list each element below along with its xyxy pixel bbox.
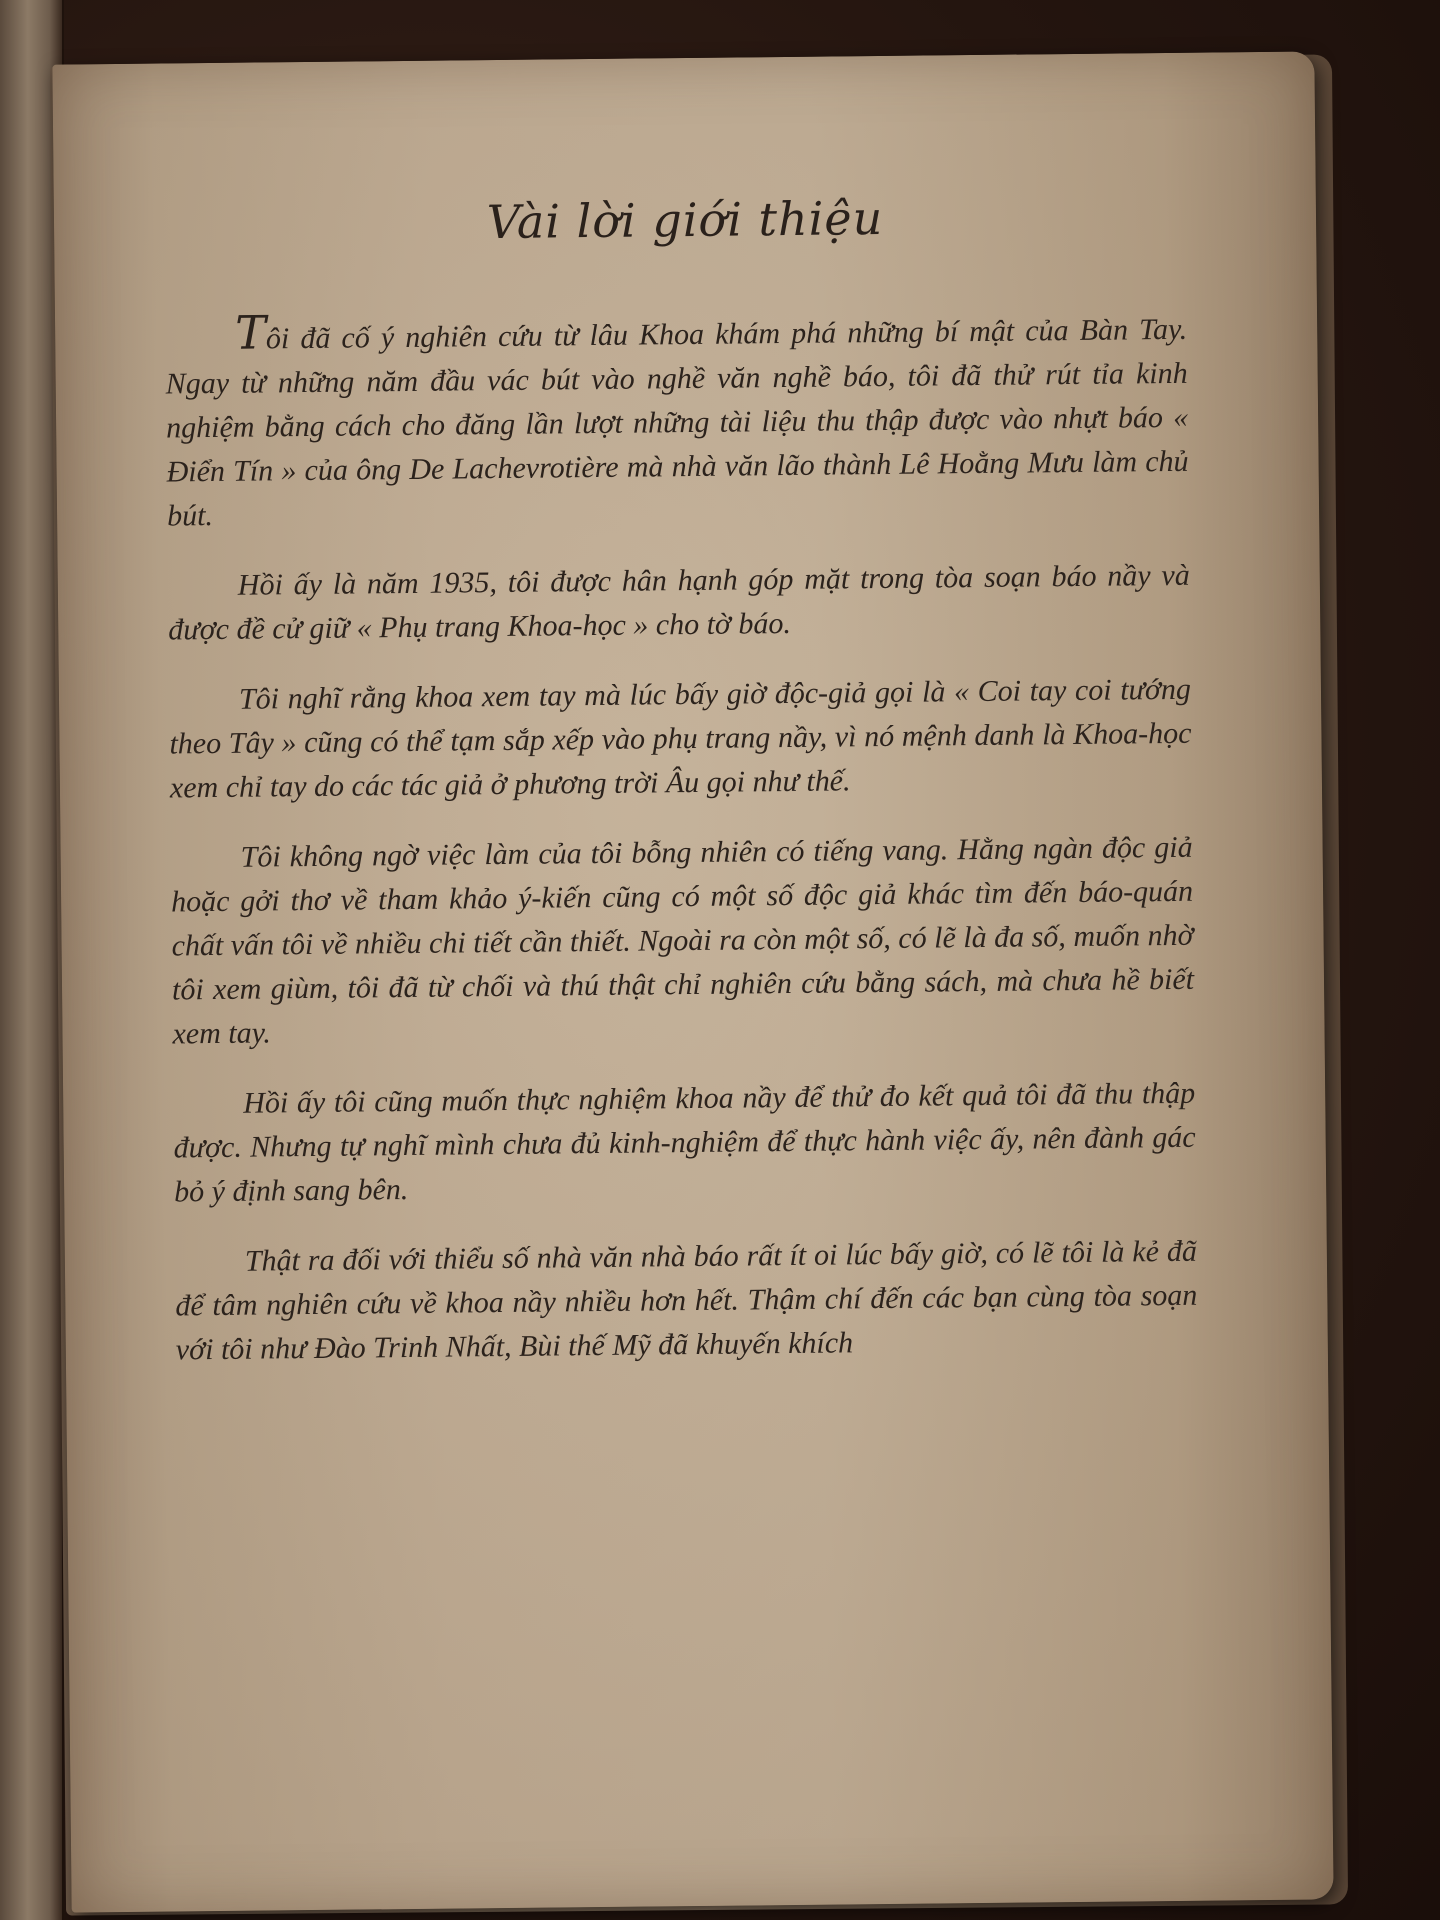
- body-text: [165, 305, 1198, 1399]
- paragraph-6: Thật ra đối với thiểu số nhà văn nhà báo rất ít oi lúc bấy giờ, có lẽ tôi là kẻ đã để tâm nghiên cứu về khoa nầy nhiều hơn hết. Thậm chí đến các bạn cùng tòa soạn với tôi như Đào Trinh Nhất, Bùi thế Mỹ đã khuyến khích: [175, 1234, 1198, 1367]
- paragraph-1: [165, 305, 1189, 539]
- paragraph-4: Tôi không ngờ việc làm của tôi bỗng nhiên có tiếng vang. Hằng ngàn độc giả hoặc gởi thơ về tham khảo ý-kiến cũng có một số độc giả khác tìm đến báo-quán chất vấn tôi về nhiều chi tiết cần thiết. Ngoài ra còn một số, có lẽ là đa số, muốn nhờ tôi xem giùm, tôi đã từ chối và thú thật chỉ nghiên cứu bằng sách, mà chưa hề biết xem tay.: [170, 830, 1195, 1051]
- paragraph-1-text: ôi đã cố ý nghiên cứu từ lâu Khoa khám phá những bí mật của Bàn Tay. Ngay từ những năm đầu vác bút vào nghề văn nghề báo, tôi đã thử rút tỉa kinh nghiệm bằng cách cho đăng lần lượt những tài liệu thu thập được vào nhựt báo « Điển Tín » của ông De Lachevrotière mà nhà văn lão thành Lê Hoằng Mưu làm chủ bút.: [165, 312, 1189, 533]
- paragraph-3: Tôi nghĩ rằng khoa xem tay mà lúc bấy giờ độc-giả gọi là « Coi tay coi tướng theo Tây » cũng có thể tạm sắp xếp vào phụ trang nầy, vì nó mệnh danh là Khoa-học xem chỉ tay do các tác giả ở phương trời Âu gọi như thế.: [169, 672, 1192, 805]
- paragraph-2: Hồi ấy là năm 1935, tôi được hân hạnh góp mặt trong tòa soạn báo nầy và được đề cử giữ « Phụ trang Khoa-học » cho tờ báo.: [168, 558, 1190, 647]
- chapter-title: Vài lời giới thiệu: [486, 190, 884, 250]
- book-page: [52, 51, 1333, 1912]
- paragraph-5: Hồi ấy tôi cũng muốn thực nghiệm khoa nầy để thử đo kết quả tôi đã thu thập được. Nhưng tự nghĩ mình chưa đủ kinh-nghiệm để thực hành việc ấy, nên đành gác bỏ ý định sang bên.: [173, 1076, 1196, 1209]
- drop-cap: T: [234, 305, 267, 360]
